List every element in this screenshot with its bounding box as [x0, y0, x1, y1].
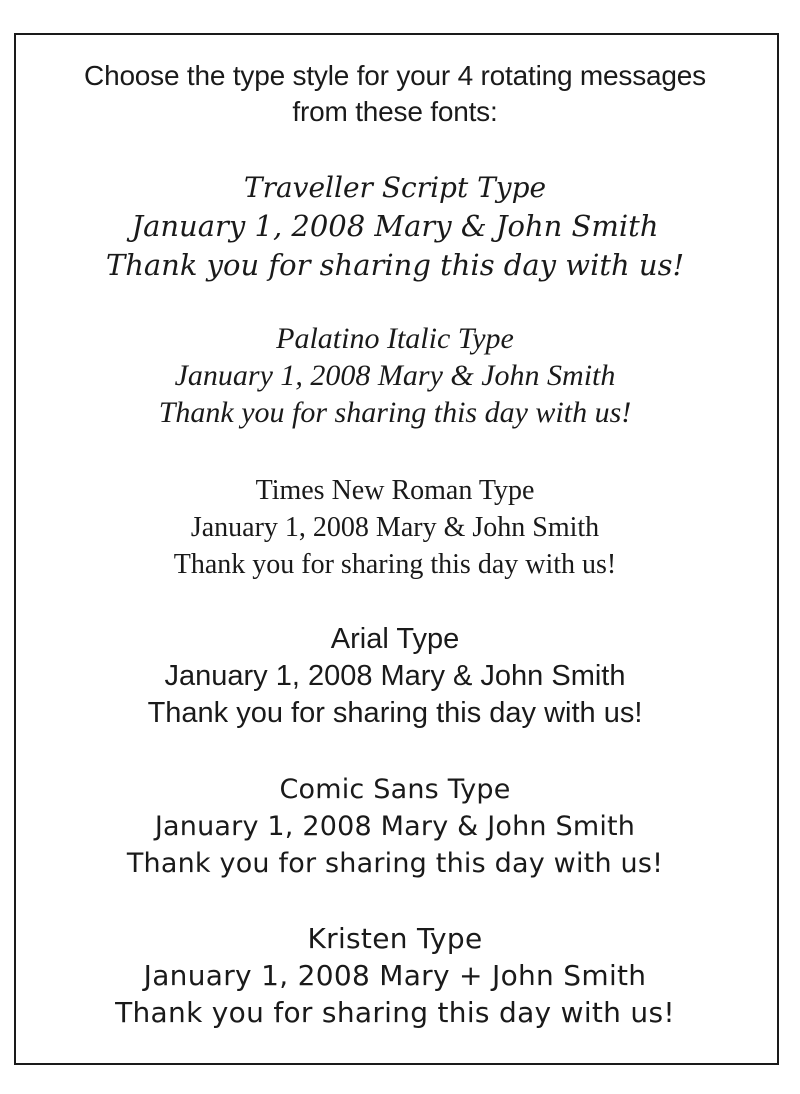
intro-line-1: Choose the type style for your 4 rotating messages — [84, 60, 706, 91]
sample-heading: Kristen Type — [307, 922, 483, 955]
intro-text — [0, 58, 790, 130]
sample-heading: Traveller Script Type — [243, 171, 547, 204]
sample-message: Thank you for sharing this day with us! — [105, 248, 685, 282]
sample-date-line: January 1, 2008 Mary & John Smith — [174, 359, 616, 392]
sample-date-line: January 1, 2008 Mary & John Smith — [154, 811, 636, 842]
intro-line-2: from these fonts: — [292, 96, 498, 127]
sample-message: Thank you for sharing this day with us! — [173, 549, 617, 580]
sample-heading: Comic Sans Type — [279, 774, 511, 805]
sample-date-line: January 1, 2008 Mary + John Smith — [143, 959, 647, 992]
sample-date-line: January 1, 2008 Mary & John Smith — [131, 209, 659, 243]
font-sample-arial — [0, 621, 790, 732]
sample-heading: Times New Roman Type — [255, 475, 535, 506]
sample-date-line: January 1, 2008 Mary & John Smith — [164, 660, 626, 692]
font-sample-times-new-roman — [0, 472, 790, 583]
sample-message: Thank you for sharing this day with us! — [115, 996, 675, 1029]
sample-message: Thank you for sharing this day with us! — [126, 848, 664, 879]
sample-message: Thank you for sharing this day with us! — [147, 697, 643, 729]
sample-heading: Palatino Italic Type — [276, 322, 514, 355]
sample-message: Thank you for sharing this day with us! — [158, 396, 632, 429]
font-sample-palatino-italic — [0, 320, 790, 431]
sample-heading: Arial Type — [330, 623, 460, 655]
sample-date-line: January 1, 2008 Mary & John Smith — [190, 512, 600, 543]
font-sample-kristen — [0, 920, 790, 1031]
font-sample-traveller-script — [0, 168, 790, 285]
font-sample-comic-sans — [0, 771, 790, 882]
